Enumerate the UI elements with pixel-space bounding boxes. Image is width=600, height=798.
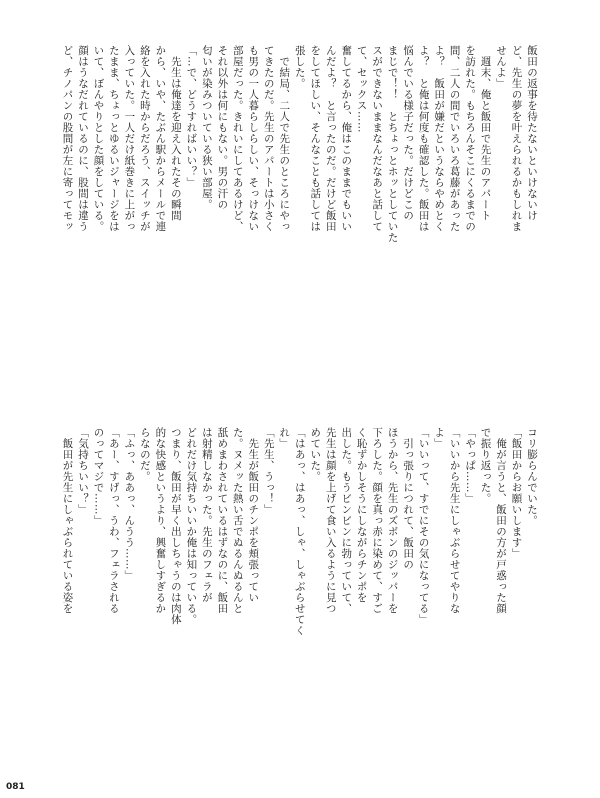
text-column: を訪れた。もちろんそこにくるまでの bbox=[464, 45, 477, 232]
text-column: 顔はうなだれているのに、股間は違う bbox=[76, 45, 89, 232]
text-column: ほうから、先生のズボンのジッパーを bbox=[386, 427, 399, 614]
text-column: 奮してるから、俺はこのままでもいい bbox=[340, 45, 353, 232]
page-number: 081 bbox=[6, 782, 25, 792]
text-column: で振り返った。 bbox=[479, 427, 492, 504]
text-column: スができないままなんだなあと話して bbox=[371, 45, 384, 232]
text-column: めていた。 bbox=[309, 427, 322, 482]
text-column: つまり、飯田が早く出しちゃうのは肉体 bbox=[169, 427, 182, 625]
text-column: 先生は俺達を迎え入れたその瞬間 bbox=[169, 45, 182, 221]
text-column: 入っていた。一人だけ紙巻きに上がっ bbox=[123, 45, 136, 232]
text-column: どれだけ気持ちいいか俺は知っている。 bbox=[185, 427, 198, 625]
text-column: た。ヌメッた熱い舌でぬるんぬるんと bbox=[231, 427, 244, 614]
text-column: 俺が言うと、飯田の方が戸惑った顔 bbox=[495, 427, 508, 614]
text-column: よ？ 飯田が嫌だというならやめとく bbox=[433, 45, 446, 232]
text-column: 飯田の返事を待たないといけないけ bbox=[526, 45, 538, 221]
text-column: 「飯田からお願いします」 bbox=[510, 427, 523, 559]
text-column: く恥ずかしそうにしながらチンポを bbox=[355, 427, 368, 603]
text-column: 引っ張りにつれて、飯田の bbox=[402, 427, 415, 570]
text-column: 「先生、うっ！」 bbox=[262, 427, 275, 515]
text-column: よ」 bbox=[433, 427, 446, 449]
text-column: 張した。 bbox=[293, 45, 306, 89]
text-column: は射精しなかった。先生のフェラが bbox=[200, 427, 213, 603]
text-column: せんよ」 bbox=[495, 45, 508, 89]
text-column: 下ろした。顔を真っ赤に染めて、すご bbox=[371, 427, 384, 614]
text-column: 週末、俺と飯田で先生のアパート bbox=[479, 45, 492, 221]
upper-text-block bbox=[60, 45, 540, 370]
text-column: をしてほしい、そんなことも話しては bbox=[309, 45, 322, 232]
text-column: 舐めまわされているはずなのに、飯田 bbox=[216, 427, 229, 614]
text-column: よ？ と俺は何度も確認した。飯田は bbox=[417, 45, 430, 232]
text-column: 先生が飯田のチンポを頬張ってい bbox=[247, 427, 260, 603]
text-column: も男の一人暮らしらしい、そっけない bbox=[247, 45, 260, 232]
text-column: 絡を入れた時からだろう、スイッチが bbox=[138, 45, 151, 232]
text-column: 「…で、どうすればいい？」 bbox=[185, 45, 198, 188]
text-column: 部屋だった。きれいにしてあるけど、 bbox=[231, 45, 244, 232]
lower-text-block bbox=[60, 427, 540, 772]
text-column: いて、ぼんやりとした顔をしている。 bbox=[92, 45, 105, 232]
text-column: 「いいって、すでにその気になってる」 bbox=[417, 427, 430, 625]
text-column: 「ふっ、ああっ、んうう……」 bbox=[123, 427, 136, 581]
text-column: て、セックス…… bbox=[355, 45, 368, 133]
text-column: 飯田が先生にしゃぶられている姿を bbox=[61, 427, 74, 614]
text-column: れ」 bbox=[278, 427, 291, 449]
text-column: ど、先生の夢を叶えられるかもしれま bbox=[510, 45, 523, 232]
text-column: 間、二人の間でいろいろ葛藤があった bbox=[448, 45, 461, 232]
text-column: コリ膨らんでいた。 bbox=[526, 427, 538, 526]
text-column: 悩んでいる様子だった。だけどこの bbox=[402, 45, 415, 221]
text-column: それ以外は何にもない。男の汗の bbox=[216, 45, 229, 210]
text-column: たまま、ちょっとゆるいジャージをは bbox=[107, 45, 120, 232]
text-column: 先生は顔を上げて食い入るように見つ bbox=[324, 427, 337, 614]
text-column: んだよ？ と言ったのだ。だけど飯田 bbox=[324, 45, 337, 232]
text-column: てきたのだ。先生のアパートは小さく bbox=[262, 45, 275, 232]
text-column: 「いいから先生にしゃぶらせてやりな bbox=[448, 427, 461, 614]
text-column: のってマジで……」 bbox=[92, 427, 105, 526]
text-column: まじで！！ とちょっとホッとしていた bbox=[386, 45, 399, 243]
text-column: ど、チノパンの股間が左に寄ってモッ bbox=[61, 45, 74, 232]
text-column: 的な快感というより、興奮しすぎるか bbox=[154, 427, 167, 614]
text-column: 匂いが染みついている狭い部屋。 bbox=[200, 45, 213, 210]
text-column: 「あー、すげっ、うわ、フェラされる bbox=[107, 427, 120, 614]
text-column: から、いや、たぶん駅からメールで連 bbox=[154, 45, 167, 232]
text-column: 「はあっ、はあっ、しゃ、しゃぶらせてく bbox=[293, 427, 306, 636]
text-column: 「気持ちいい？」 bbox=[76, 427, 89, 515]
text-column: 「やっぱ……」 bbox=[464, 427, 477, 504]
text-column: で結局、二人で先生のところにやっ bbox=[278, 45, 291, 232]
text-column: らなのだ。 bbox=[138, 427, 151, 482]
text-column: 出した。もうビンビンに勃っていて、 bbox=[340, 427, 353, 614]
